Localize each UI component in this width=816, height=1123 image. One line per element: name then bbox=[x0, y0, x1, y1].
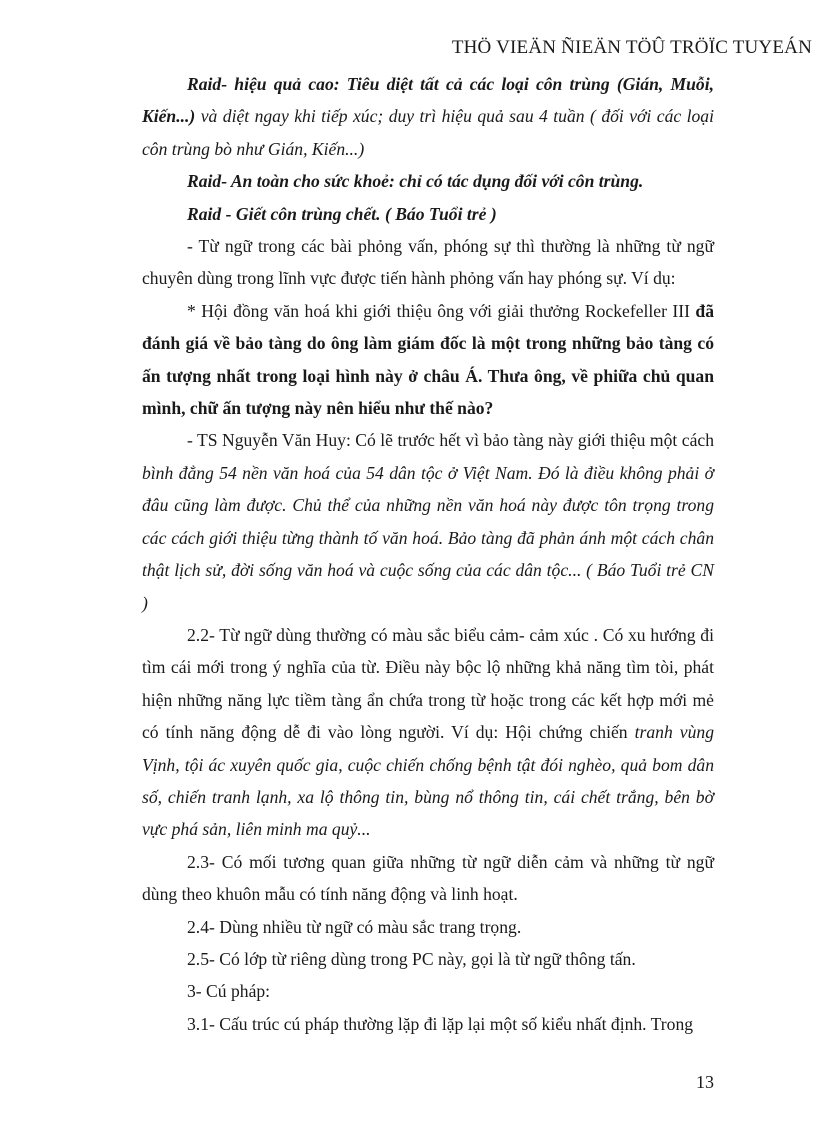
section-3-heading: 3- Cú pháp: bbox=[187, 981, 271, 1002]
paragraph-2-2 bbox=[142, 619, 714, 846]
paragraph-raid-kill bbox=[142, 198, 714, 230]
raid-kill-claim: Raid - Giết côn trùng chết. ( Báo Tuổi trẻ ) bbox=[187, 203, 497, 224]
section-2-3-text: 2.3- Có mối tương quan giữa những từ ngữ diễn cảm và những từ ngữ dùng theo khuôn mẫu có tính năng động và linh hoạt. bbox=[142, 851, 714, 905]
section-2-5-text: 2.5- Có lớp từ riêng dùng trong PC này, gọi là từ ngữ thông tấn. bbox=[187, 948, 636, 969]
paragraph-2-3 bbox=[142, 846, 714, 911]
paragraph-interview-vocab bbox=[142, 230, 714, 295]
running-header: THÖ VIEÄN ÑIEÄN TÖÛ TRÖÏC TUYEÁN bbox=[451, 37, 812, 58]
paragraph-interview-answer bbox=[142, 424, 714, 618]
section-2-2-text: 2.2- Từ ngữ dùng thường có màu sắc biểu cảm- cảm xúc . Có xu hướng đi tìm cái mới trong ý nghĩa của từ. Điều này bộc lộ những khả năng tìm tòi, phát hiện những năng lực tiềm tàng ẩn chứa trong từ hoặc trong các kết hợp mới mẻ có tính năng động dễ đi vào lòng người. Ví dụ: Hội chứng chiến bbox=[142, 624, 714, 743]
raid-safety-claim: Raid- An toàn cho sức khoẻ: chỉ có tác dụng đối với côn trùng. bbox=[187, 171, 644, 192]
paragraph-2-5 bbox=[142, 943, 714, 975]
raid-effect-claim: Raid- hiệu quả cao: Tiêu diệt tất cả các loại côn trùng (Gián, Muỗi, Kiến...) bbox=[142, 74, 714, 127]
section-2-4-text: 2.4- Dùng nhiều từ ngữ có màu sắc trang trọng. bbox=[187, 916, 522, 937]
paragraph-3-heading bbox=[142, 975, 714, 1007]
body-text bbox=[142, 68, 714, 1040]
paragraph-raid-safety bbox=[142, 165, 714, 197]
paragraph-2-4 bbox=[142, 911, 714, 943]
interview-question-intro: * Hội đồng văn hoá khi giới thiệu ông với giải thưởng Rockefeller III bbox=[187, 300, 696, 321]
paragraph-raid-effect bbox=[142, 68, 714, 165]
interview-vocab-text: - Từ ngữ trong các bài phỏng vấn, phóng sự thì thường là những từ ngữ chuyên dùng trong lĩnh vực được tiến hành phỏng vấn hay phóng sự. Ví dụ: bbox=[142, 236, 714, 289]
paragraph-interview-question bbox=[142, 295, 714, 425]
interview-answer-italic: bình đẳng 54 nền văn hoá của 54 dân tộc ở Việt Nam. Đó là điều không phải ở đâu cũng làm được. Chủ thể của những nền văn hoá này được tôn trọng trong các cách giới thiệu từng thành tố văn hoá. Bảo tàng đã phản ánh một cách chân thật lịch sử, đời sống văn hoá và cuộc sống của các dân tộc... ( Báo Tuổi trẻ CN ) bbox=[142, 462, 714, 613]
paragraph-3-1 bbox=[142, 1008, 714, 1040]
section-3-1-text: 3.1- Cấu trúc cú pháp thường lặp đi lặp lại một số kiểu nhất định. Trong bbox=[187, 1013, 694, 1034]
interview-question-bold: đã đánh giá về bảo tàng do ông làm giám đốc là một trong những bảo tàng có ấn tượng nhất trong loại hình này ở châu Á. Thưa ông, về phiữa chủ quan mình, chữ ấn tượng này nên hiểu như thế nào? bbox=[142, 300, 714, 419]
section-2-2-examples: tranh vùng Vịnh, tội ác xuyên quốc gia, cuộc chiến chống bệnh tật đói nghèo, quả bom dân số, chiến tranh lạnh, xa lộ thông tin, bùng nổ thông tin, cái chết trắng, bên bờ vực phá sản, liên minh ma quỷ... bbox=[142, 722, 714, 840]
page-number: 13 bbox=[696, 1072, 714, 1092]
raid-effect-detail: và diệt ngay khi tiếp xúc; duy trì hiệu quả sau 4 tuần ( đối với các loại côn trùng bò như Gián, Kiến...) bbox=[142, 106, 714, 159]
interview-answer-intro: - TS Nguyễn Văn Huy: Có lẽ trước hết vì bảo tàng này giới thiệu một cách bbox=[187, 430, 714, 451]
